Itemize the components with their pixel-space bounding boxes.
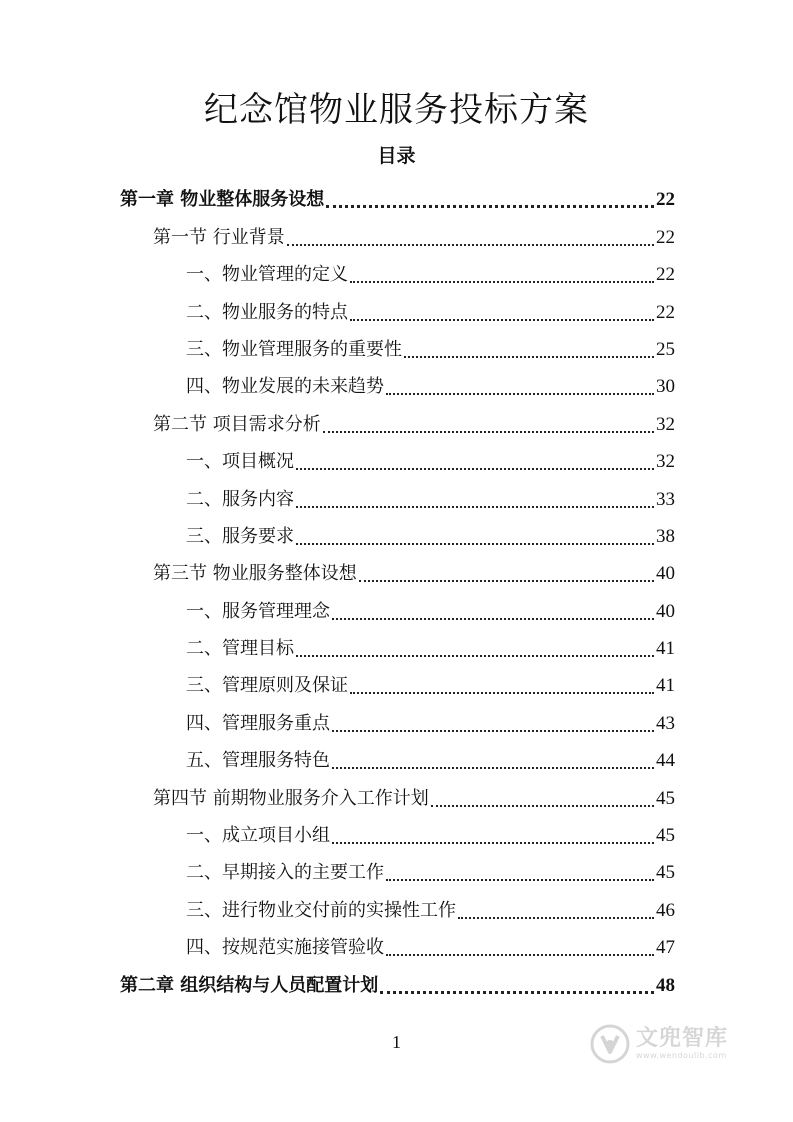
toc-dot-leader: [296, 468, 654, 470]
toc-entry[interactable]: [120, 180, 675, 217]
toc-entry-label: 一、项目概况: [186, 451, 294, 473]
toc-entry-page: 32: [656, 413, 675, 435]
toc-dot-leader: [332, 730, 654, 732]
toc-entry[interactable]: [120, 778, 675, 815]
toc-entry-label: 二、服务内容: [186, 488, 294, 510]
toc-dot-leader: [404, 356, 654, 358]
table-of-contents: [120, 180, 675, 1003]
watermark-name: 文兜智库: [636, 1026, 729, 1051]
toc-entry-label: 第二节 项目需求分析: [153, 413, 321, 435]
toc-dot-leader: [323, 431, 654, 433]
toc-entry-page: 38: [656, 525, 675, 547]
toc-entry-page: 40: [656, 563, 675, 585]
toc-entry[interactable]: [120, 928, 675, 965]
toc-entry-label: 三、物业管理服务的重要性: [186, 338, 402, 360]
toc-dot-leader: [332, 842, 654, 844]
toc-entry-label: 第四节 前期物业服务介入工作计划: [153, 787, 429, 809]
toc-dot-leader: [296, 543, 654, 545]
toc-entry-label: 一、服务管理理念: [186, 600, 330, 622]
toc-entry-label: 三、进行物业交付前的实操性工作: [186, 899, 456, 921]
toc-entry[interactable]: [120, 554, 675, 591]
toc-entry[interactable]: [120, 591, 675, 628]
toc-entry-page: 45: [656, 825, 675, 847]
toc-entry-page: 33: [656, 488, 675, 510]
toc-dot-leader: [386, 879, 654, 881]
toc-dot-leader: [350, 319, 654, 321]
toc-entry[interactable]: [120, 404, 675, 441]
toc-entry-page: 22: [656, 301, 675, 323]
page-number: 1: [392, 1032, 401, 1052]
toc-entry-page: 46: [656, 899, 675, 921]
toc-entry[interactable]: [120, 330, 675, 367]
watermark: [590, 1024, 728, 1064]
toc-dot-leader: [359, 580, 654, 582]
toc-entry-page: 45: [656, 787, 675, 809]
toc-entry[interactable]: [120, 629, 675, 666]
toc-entry-label: 四、物业发展的未来趋势: [186, 376, 384, 398]
toc-entry-page: 32: [656, 451, 675, 473]
toc-entry-label: 四、按规范实施接管验收: [186, 937, 384, 959]
toc-entry-label: 第一章 物业整体服务设想: [120, 189, 325, 211]
toc-entry[interactable]: [120, 367, 675, 404]
toc-heading: 目录: [377, 145, 416, 167]
toc-entry-page: 43: [656, 712, 675, 734]
toc-entry-page: 41: [656, 675, 675, 697]
toc-entry[interactable]: [120, 666, 675, 703]
toc-dot-leader: [296, 506, 654, 508]
toc-entry[interactable]: [120, 703, 675, 740]
toc-dot-leader: [332, 767, 654, 769]
toc-entry[interactable]: [120, 517, 675, 554]
toc-entry-page: 25: [656, 338, 675, 360]
toc-dot-leader: [386, 954, 654, 956]
toc-dot-leader: [296, 655, 654, 657]
toc-entry-page: 41: [656, 638, 675, 660]
toc-entry[interactable]: [120, 442, 675, 479]
toc-entry[interactable]: [120, 479, 675, 516]
toc-entry-page: 47: [656, 937, 675, 959]
toc-dot-leader: [287, 244, 654, 246]
toc-entry[interactable]: [120, 741, 675, 778]
toc-entry-page: 22: [656, 189, 675, 211]
toc-dot-leader: [386, 393, 654, 395]
toc-entry-page: 30: [656, 376, 675, 398]
toc-dot-leader: [458, 917, 654, 919]
toc-entry-label: 二、物业服务的特点: [186, 301, 348, 323]
toc-entry-label: 第一节 行业背景: [153, 226, 285, 248]
toc-entry-page: 48: [656, 974, 675, 996]
toc-entry[interactable]: [120, 890, 675, 927]
toc-entry-label: 二、早期接入的主要工作: [186, 862, 384, 884]
document-title: 纪念馆物业服务投标方案: [204, 90, 589, 130]
toc-entry-label: 四、管理服务重点: [186, 712, 330, 734]
watermark-url: www.wendoulib.com: [636, 1051, 727, 1060]
toc-entry-label: 三、服务要求: [186, 525, 294, 547]
toc-entry-page: 22: [656, 226, 675, 248]
toc-entry-page: 40: [656, 600, 675, 622]
toc-entry-label: 二、管理目标: [186, 638, 294, 660]
toc-entry-page: 45: [656, 862, 675, 884]
toc-entry-label: 三、管理原则及保证: [186, 675, 348, 697]
toc-entry[interactable]: [120, 816, 675, 853]
toc-dot-leader: [350, 281, 654, 283]
toc-entry-label: 第二章 组织结构与人员配置计划: [120, 974, 379, 996]
toc-dot-leader: [431, 805, 654, 807]
toc-entry[interactable]: [120, 217, 675, 254]
toc-entry-label: 一、物业管理的定义: [186, 264, 348, 286]
toc-dot-leader: [380, 991, 654, 994]
toc-entry[interactable]: [120, 292, 675, 329]
toc-dot-leader: [326, 205, 654, 208]
toc-entry-label: 五、管理服务特色: [186, 750, 330, 772]
toc-entry-label: 一、成立项目小组: [186, 825, 330, 847]
toc-entry[interactable]: [120, 853, 675, 890]
wendou-logo-icon: [590, 1024, 630, 1064]
toc-dot-leader: [350, 692, 654, 694]
toc-dot-leader: [332, 618, 654, 620]
toc-entry[interactable]: [120, 965, 675, 1002]
toc-entry-label: 第三节 物业服务整体设想: [153, 563, 357, 585]
toc-entry[interactable]: [120, 255, 675, 292]
toc-entry-page: 22: [656, 264, 675, 286]
toc-entry-page: 44: [656, 750, 675, 772]
